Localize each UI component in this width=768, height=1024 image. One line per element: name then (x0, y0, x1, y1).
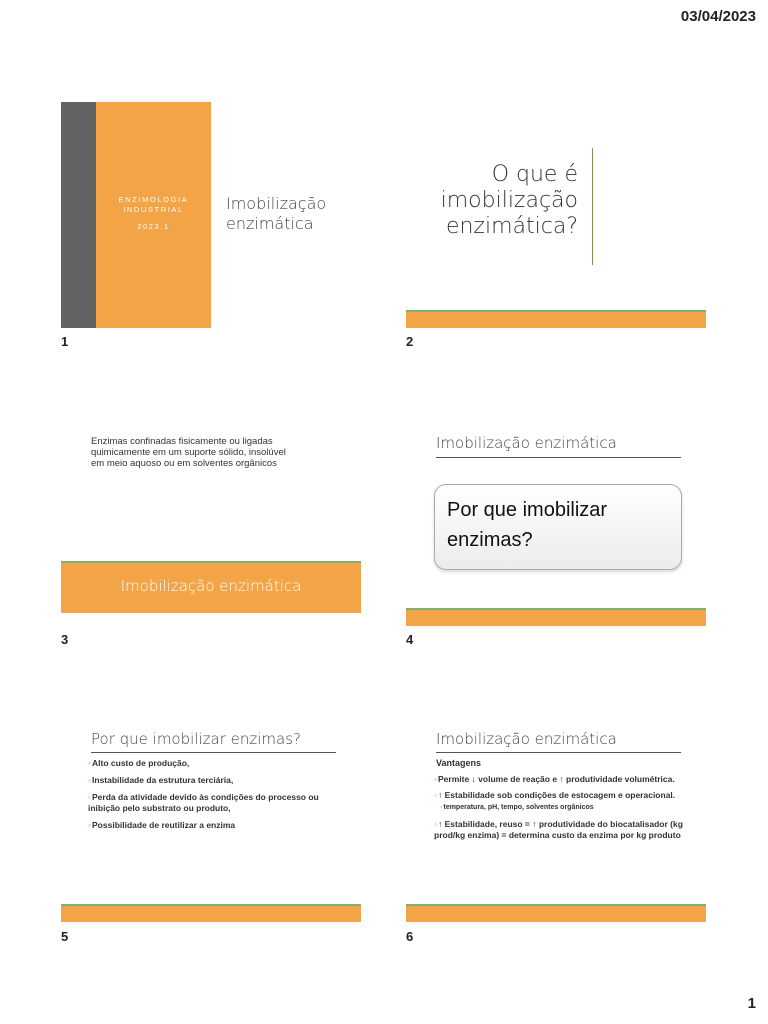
slide-1-title-line2: enzimática (226, 214, 314, 233)
bullet-item: ◦Possibilidade de reutilizar a enzima (88, 820, 236, 830)
slide-6-title: Imobilização enzimática (436, 730, 617, 748)
slide-2-title-line2: imobilização (440, 188, 578, 213)
slide-6-bullets (434, 774, 684, 847)
bullet-item: ◦Perda da atividade devido às condições do processo ou inibição pelo substrato ou produto, (88, 792, 319, 813)
slide-5-bullets (88, 758, 323, 837)
slide-5-title: Por que imobilizar enzimas? (91, 730, 301, 748)
slide-4-title: Imobilização enzimática (436, 434, 617, 452)
slide-1-title-line1: Imobilização (226, 194, 327, 213)
bullet-item: ◦Permite ↓ volume de reação e ↑ produtividade volumétrica. (434, 774, 675, 784)
slide-3-number: 3 (61, 632, 69, 647)
slide-3-body (91, 436, 286, 469)
slide-2-title-line3: enzimática? (445, 214, 578, 239)
print-date: 03/04/2023 (680, 8, 756, 25)
slide-3-body-line3: em meio aquoso ou em solventes orgânicos (91, 458, 277, 469)
title-rule (436, 752, 681, 753)
slide-2-title-line1: O que é (491, 162, 578, 187)
slide-5 (61, 702, 361, 928)
course-title: ENZIMOLOGIA INDUSTRIAL (118, 195, 189, 214)
slide-6-subtitle: Vantagens (436, 758, 482, 768)
question-box (434, 484, 682, 570)
title-rule (436, 457, 681, 458)
slide-2-number: 2 (406, 334, 414, 349)
slide-2 (406, 102, 706, 328)
slide-3-body-line1: Enzimas confinadas fisicamente ou ligadas (91, 436, 273, 447)
slide-6 (406, 702, 706, 928)
slide-3-body-line2: quimicamente em um suporte sólido, insolúvel (91, 447, 286, 458)
slide-3-banner-title: Imobilização enzimática (120, 577, 302, 595)
title-rule (91, 752, 336, 753)
bottom-stripe (406, 608, 706, 626)
gray-bar (61, 102, 96, 328)
vertical-divider (592, 148, 593, 265)
slide-4 (406, 402, 706, 628)
slide-6-number: 6 (406, 929, 414, 944)
bottom-stripe (406, 310, 706, 328)
slide-5-number: 5 (61, 929, 69, 944)
slide-3 (61, 402, 361, 628)
bullet-item: ◦Alto custo de produção, (88, 758, 190, 768)
question-line2: enzimas? (447, 529, 533, 551)
slide-1-number: 1 (61, 334, 69, 349)
bottom-stripe (406, 904, 706, 922)
bottom-stripe (61, 904, 361, 922)
slide-2-title (441, 162, 578, 240)
bullet-item: ◦Instabilidade da estrutura terciária, (88, 775, 234, 785)
question-text (447, 495, 607, 555)
course-year: 2023.1 (137, 222, 170, 231)
slide-4-number: 4 (406, 632, 414, 647)
slide-1 (61, 102, 361, 328)
question-line1: Por que imobilizar (447, 499, 608, 521)
bullet-item: ◦↑ Estabilidade sob condições de estocagem e operacional. (434, 790, 676, 800)
orange-panel (96, 102, 211, 328)
slide-1-title (226, 194, 326, 234)
sub-bullet-item: ◦temperatura, pH, tempo, solventes orgânicos (440, 804, 594, 811)
page-number: 1 (747, 995, 756, 1012)
title-banner (61, 561, 361, 613)
bullet-item: ◦↑ Estabilidade, reuso = ↑ produtividade do biocatalisador (kg prod/kg enzima) = determina custo da enzima por kg produto (434, 819, 683, 840)
